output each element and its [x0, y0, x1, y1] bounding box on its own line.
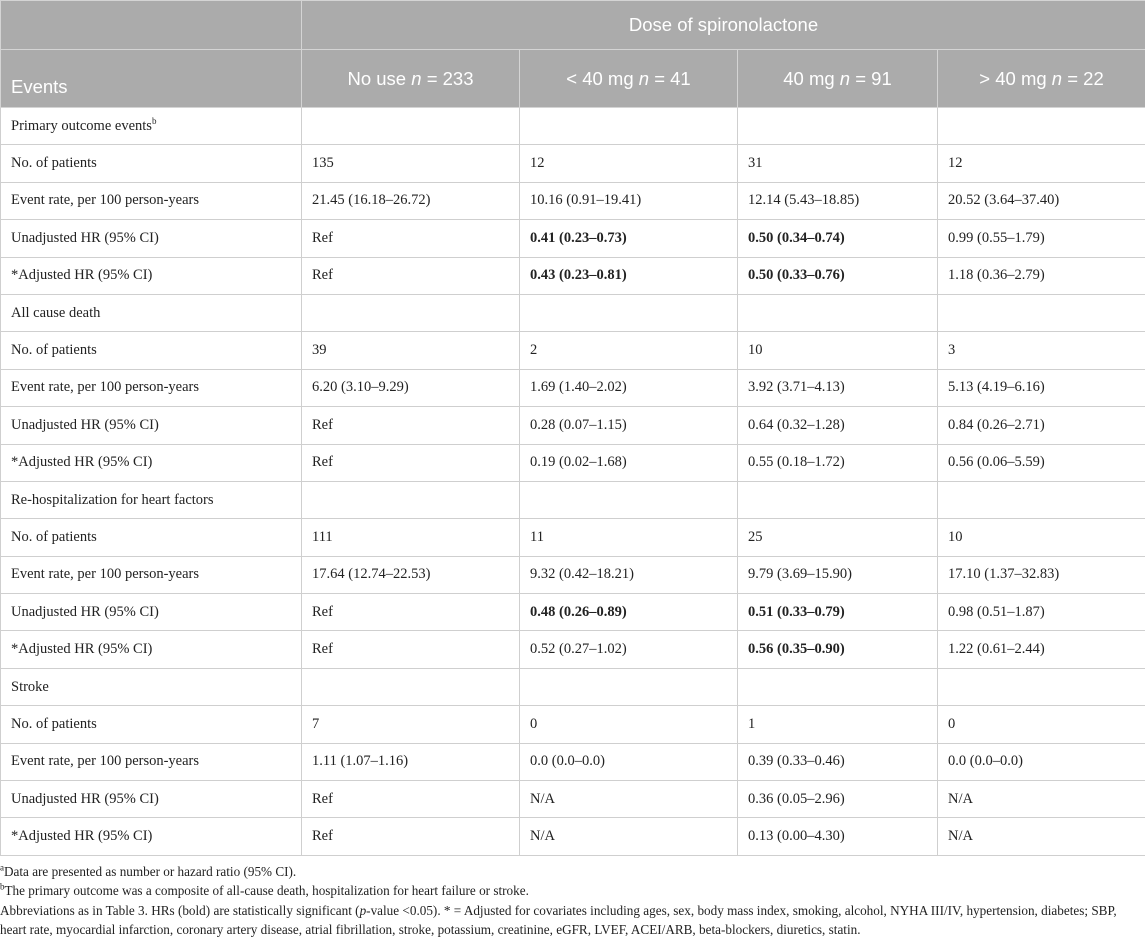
value-cell: 0.55 (0.18–1.72) — [738, 444, 938, 481]
row-label: Event rate, per 100 person-years — [1, 743, 302, 780]
value-cell: 7 — [302, 706, 520, 743]
row-label: Event rate, per 100 person-years — [1, 369, 302, 406]
row-label: Event rate, per 100 person-years — [1, 182, 302, 219]
value-cell: 21.45 (16.18–26.72) — [302, 182, 520, 219]
row-label: *Adjusted HR (95% CI) — [1, 818, 302, 855]
table-row — [1, 332, 1145, 369]
row-label: Unadjusted HR (95% CI) — [1, 781, 302, 818]
empty-cell — [302, 668, 520, 705]
abbrev-text-after: -value <0.05). * = Adjusted for covariates including ages, sex, body mass index, smoking, alcohol, NYHA III/IV, hypertension, diabetes; SBP, heart rate, myocardial infarction, coronary artery disease, atrial fibrillation, stroke, potassium, creatinine, eGFR, LVEF, ACEI/ARB, beta-blockers, diuretics, statin. — [0, 903, 1117, 937]
value-cell: 0.0 (0.0–0.0) — [938, 743, 1145, 780]
n-label: n — [840, 68, 850, 89]
section-title — [1, 481, 302, 518]
value-cell: Ref — [302, 631, 520, 668]
table-row — [1, 743, 1145, 780]
dose-label: 40 mg — [783, 68, 834, 89]
table-row — [1, 556, 1145, 593]
table-row — [1, 781, 1145, 818]
section-title — [1, 294, 302, 331]
value-cell: 0.56 (0.35–0.90) — [738, 631, 938, 668]
table-row — [1, 594, 1145, 631]
section-title-text: Re-hospitalization for heart factors — [11, 492, 214, 508]
value-cell: 0.56 (0.06–5.59) — [938, 444, 1145, 481]
empty-cell — [938, 481, 1145, 518]
row-label: *Adjusted HR (95% CI) — [1, 444, 302, 481]
value-cell: 1.22 (0.61–2.44) — [938, 631, 1145, 668]
value-cell: 0.48 (0.26–0.89) — [520, 594, 738, 631]
value-cell: 12 — [938, 145, 1145, 182]
footnote-b — [0, 881, 1137, 900]
value-cell: 3 — [938, 332, 1145, 369]
footnote-b-marker: b — [0, 882, 5, 892]
dose-group-header: Dose of spironolactone — [302, 1, 1145, 50]
value-cell: Ref — [302, 818, 520, 855]
value-cell: 1.18 (0.36–2.79) — [938, 257, 1145, 294]
value-cell: 2 — [520, 332, 738, 369]
empty-cell — [302, 481, 520, 518]
value-cell: 1.11 (1.07–1.16) — [302, 743, 520, 780]
empty-cell — [302, 294, 520, 331]
value-cell: 20.52 (3.64–37.40) — [938, 182, 1145, 219]
value-cell: 12.14 (5.43–18.85) — [738, 182, 938, 219]
table-footnotes — [0, 856, 1145, 939]
value-cell: 0.28 (0.07–1.15) — [520, 407, 738, 444]
value-cell: 10 — [938, 519, 1145, 556]
section-header-row — [1, 108, 1145, 145]
n-label: n — [1052, 68, 1062, 89]
value-cell: N/A — [938, 781, 1145, 818]
row-label: No. of patients — [1, 332, 302, 369]
value-cell: 0.51 (0.33–0.79) — [738, 594, 938, 631]
n-label: n — [411, 68, 421, 89]
dose-column-header — [302, 50, 520, 108]
empty-cell — [738, 668, 938, 705]
table-row — [1, 818, 1145, 855]
value-cell: 9.32 (0.42–18.21) — [520, 556, 738, 593]
value-cell: 10 — [738, 332, 938, 369]
row-label: Unadjusted HR (95% CI) — [1, 407, 302, 444]
value-cell: Ref — [302, 444, 520, 481]
value-cell: 10.16 (0.91–19.41) — [520, 182, 738, 219]
value-cell: 0.36 (0.05–2.96) — [738, 781, 938, 818]
empty-cell — [738, 108, 938, 145]
value-cell: 0.50 (0.33–0.76) — [738, 257, 938, 294]
empty-cell — [738, 294, 938, 331]
value-cell: 0.39 (0.33–0.46) — [738, 743, 938, 780]
section-header-row — [1, 294, 1145, 331]
abbrev-text-before: Abbreviations as in Table 3. HRs (bold) are statistically significant ( — [0, 903, 360, 918]
n-value: = 22 — [1067, 68, 1104, 89]
value-cell: 0.19 (0.02–1.68) — [520, 444, 738, 481]
section-title-footnote-marker: b — [152, 116, 157, 126]
section-title-text: All cause death — [11, 305, 100, 321]
table-row — [1, 519, 1145, 556]
value-cell: 0.50 (0.34–0.74) — [738, 220, 938, 257]
section-title-text: Primary outcome events — [11, 118, 152, 134]
value-cell: Ref — [302, 781, 520, 818]
value-cell: 12 — [520, 145, 738, 182]
section-title-text: Stroke — [11, 679, 49, 695]
value-cell: Ref — [302, 220, 520, 257]
table-row — [1, 182, 1145, 219]
value-cell: 9.79 (3.69–15.90) — [738, 556, 938, 593]
row-label: *Adjusted HR (95% CI) — [1, 257, 302, 294]
empty-cell — [520, 481, 738, 518]
row-label: *Adjusted HR (95% CI) — [1, 631, 302, 668]
value-cell: 0.64 (0.32–1.28) — [738, 407, 938, 444]
footnote-a-text: Data are presented as number or hazard ratio (95% CI). — [4, 864, 296, 879]
value-cell: 0.13 (0.00–4.30) — [738, 818, 938, 855]
abbrev-text-italic: p — [360, 903, 367, 918]
row-label: No. of patients — [1, 519, 302, 556]
events-column-header: Events — [1, 50, 302, 108]
n-value: = 233 — [427, 68, 474, 89]
value-cell: 11 — [520, 519, 738, 556]
value-cell: 0.0 (0.0–0.0) — [520, 743, 738, 780]
table-row — [1, 369, 1145, 406]
row-label: Event rate, per 100 person-years — [1, 556, 302, 593]
empty-cell — [520, 294, 738, 331]
value-cell: 0.84 (0.26–2.71) — [938, 407, 1145, 444]
row-label: Unadjusted HR (95% CI) — [1, 220, 302, 257]
empty-cell — [938, 108, 1145, 145]
value-cell: 5.13 (4.19–6.16) — [938, 369, 1145, 406]
value-cell: 3.92 (3.71–4.13) — [738, 369, 938, 406]
value-cell: N/A — [938, 818, 1145, 855]
empty-cell — [302, 108, 520, 145]
empty-cell — [938, 294, 1145, 331]
header-row-columns — [1, 50, 1145, 108]
value-cell: 1.69 (1.40–2.02) — [520, 369, 738, 406]
dose-column-header — [938, 50, 1145, 108]
value-cell: 111 — [302, 519, 520, 556]
value-cell: N/A — [520, 818, 738, 855]
value-cell: N/A — [520, 781, 738, 818]
value-cell: Ref — [302, 257, 520, 294]
row-label: No. of patients — [1, 145, 302, 182]
header-blank-cell — [1, 1, 302, 50]
table-row — [1, 631, 1145, 668]
value-cell: 1 — [738, 706, 938, 743]
header-row-group — [1, 1, 1145, 50]
n-value: = 91 — [855, 68, 892, 89]
value-cell: 0.52 (0.27–1.02) — [520, 631, 738, 668]
value-cell: 0 — [520, 706, 738, 743]
value-cell: 0 — [938, 706, 1145, 743]
value-cell: Ref — [302, 594, 520, 631]
section-title — [1, 668, 302, 705]
value-cell: 6.20 (3.10–9.29) — [302, 369, 520, 406]
value-cell: 0.99 (0.55–1.79) — [938, 220, 1145, 257]
empty-cell — [520, 108, 738, 145]
section-header-row — [1, 481, 1145, 518]
table-header — [1, 1, 1145, 108]
dose-label: No use — [347, 68, 406, 89]
table-row — [1, 145, 1145, 182]
section-title — [1, 108, 302, 145]
value-cell: 135 — [302, 145, 520, 182]
table-row — [1, 407, 1145, 444]
footnote-a-marker: a — [0, 862, 4, 872]
row-label: Unadjusted HR (95% CI) — [1, 594, 302, 631]
dose-column-header — [738, 50, 938, 108]
table-row — [1, 257, 1145, 294]
value-cell: 17.64 (12.74–22.53) — [302, 556, 520, 593]
table-body — [1, 108, 1145, 856]
empty-cell — [738, 481, 938, 518]
table-row — [1, 220, 1145, 257]
n-value: = 41 — [654, 68, 691, 89]
section-header-row — [1, 668, 1145, 705]
dose-column-header — [520, 50, 738, 108]
value-cell: 0.43 (0.23–0.81) — [520, 257, 738, 294]
value-cell: 31 — [738, 145, 938, 182]
footnote-a — [0, 862, 1137, 881]
value-cell: 0.98 (0.51–1.87) — [938, 594, 1145, 631]
n-label: n — [639, 68, 649, 89]
value-cell: 25 — [738, 519, 938, 556]
table-row — [1, 444, 1145, 481]
footnote-b-text: The primary outcome was a composite of all-cause death, hospitalization for heart failure or stroke. — [5, 883, 529, 898]
dose-label: < 40 mg — [566, 68, 633, 89]
empty-cell — [938, 668, 1145, 705]
value-cell: 17.10 (1.37–32.83) — [938, 556, 1145, 593]
value-cell: Ref — [302, 407, 520, 444]
dose-label: > 40 mg — [979, 68, 1046, 89]
table-row — [1, 706, 1145, 743]
value-cell: 39 — [302, 332, 520, 369]
empty-cell — [520, 668, 738, 705]
value-cell: 0.41 (0.23–0.73) — [520, 220, 738, 257]
row-label: No. of patients — [1, 706, 302, 743]
footnote-abbreviations — [0, 901, 1137, 939]
